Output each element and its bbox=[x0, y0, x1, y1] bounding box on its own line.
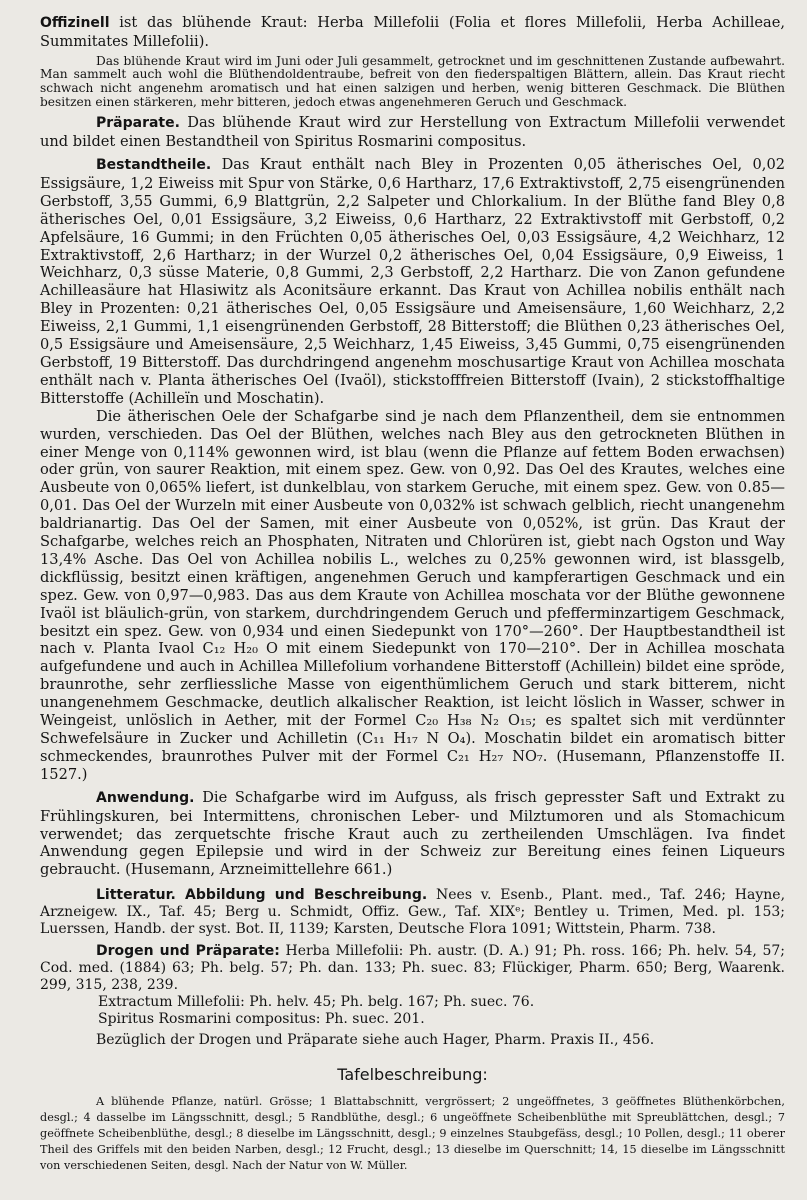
anwendung-text: Die Schafgarbe wird im Aufguss, als frisch gepresster Saft und Extrakt zu Frühlingskuren, bei Intermittens, chronischen Leber- und Milztumoren und als Stomachicum verwendet; das zerquetschte frische Kraut auch zu zertheilenden Umschlägen. Iva findet Anwendung gegen Epilepsie und wird in der Schweiz zur Bereitung eines feinen Liqueurs gebraucht. (Husemann, Arzneimittellehre 661.) bbox=[40, 788, 786, 879]
litteratur-heading: Litteratur. Abbildung und Beschreibung. bbox=[96, 887, 428, 904]
offizinell-heading: Offizinell bbox=[40, 15, 110, 31]
anwendung-heading: Anwendung. bbox=[96, 789, 195, 806]
drogen-text: Herba Millefolii: Ph. austr. (D. A.) 91; Ph. ross. 166; Ph. helv. 54, 57; Cod. med. (1884) 63; Ph. belg. 57; Ph. dan. 133; Ph. suec. 83; Flückiger, Pharm. 650; Berg, Waarenk. 299, 315, 238, 239. bbox=[40, 943, 785, 994]
bestandtheile-text: Das Kraut enthält nach Bley in Prozenten 0,05 ätherisches Oel, 0,02 Essigsäure, 1,2 Eiweiss mit Spur von Stärke, 0,6 Hartharz, 17,6 Extraktivstoff, 2,75 eisengrünenden Gerbstoff, 3,55 Gummi, 6,9 Blattgrün, 2,2 Salpeter und Chlorkalium. In der Blüthe fand Bley 0,8 ätherisches Oel, 0,01 Essigsäure, 3,2 Eiweiss, 0,6 Hartharz, 22 Extraktivstoff mit Gerbstoff, 0,2 Apfelsäure, 16 Gummi; in den Früchten 0,05 ätherisches Oel, 0,03 Essigsäure, 4,2 Weichharz, 12 Extraktivstoff, 2,6 Hartharz; in der Wurzel 0,2 ätherisches Oel, 0,04 Essigsäure, 0,9 Eiweiss, 1 Weichharz, 0,3 süsse Materie, 0,8 Gummi, 2,3 Gerbstoff, 2,2 Hartharz. Die von Zanon gefundene Achilleasäure hat Hlasiwitz als Aconitsäure erkannt. Das Kraut von Achillea nobilis enthält nach Bley in Prozenten: 0,21 ätherisches Oel, 0,05 Essigsäure und Ameisensäure, 1,60 Weichharz, 2,2 Eiweiss, 2,1 Gummi, 1,1 eisengrünenden Gerbstoff, 28 Bitterstoff; die Blüthen 0,23 ätherisches Oel, 0,5 Essigsäure und Ameisensäure, 2,5 Weichharz, 1,45 Eiweiss, 3,45 Gummi, 0,75 eisengrünenden Gerbstoff, 19 Bitterstoff. Das durchdringend angenehm moschusartige Kraut von Achillea moschata enthält nach v. Planta ätherisches Oel (Ivaöl), stickstofffreien Bitterstoff (Ivain), 2 stickstoffhaltige Bitterstoffe (Achilleïn und Moschatin). bbox=[40, 156, 786, 407]
extractum-line: Extractum Millefolii: Ph. helv. 45; Ph. belg. 167; Ph. suec. 76. bbox=[98, 994, 535, 1011]
oele-paragraph: Die ätherischen Oele der Schafgarbe sind je nach dem Pflanzentheil, dem sie entnommen wurden, verschieden. Das Oel der Blüthen, welches nach Bley aus den getrockneten Blüthen in einer Menge von 0,114% gewonnen wird, ist blau (wenn die Pflanze auf fettem Boden erwachsen) oder grün, von saurer Reaktion, mit einem spez. Gew. von 0,92. Das Oel des Krautes, welches eine Ausbeute von 0,065% liefert, ist dunkelblau, von starkem Geruche, mit einem spez. Gew. von 0.85—0,01. Das Oel der Wurzeln mit einer Ausbeute von 0,032% ist schwach gelblich, riecht unangenehm baldrianartig. Das Oel der Samen, mit einer Ausbeute von 0,052%, ist grün. Das Kraut der Schafgarbe, welches reich an Phosphaten, Nitraten und Chlorüren ist, giebt nach Ogston und Way 13,4% Asche. Das Oel von Achillea nobilis L., welches zu 0,25% gewonnen wird, ist blassgelb, dickflüssig, besitzt einen kräftigen, angenehmen Geruch und kampferartigen Geschmack und ein spez. Gew. von 0,97—0,983. Das aus dem Kraute von Achillea moschata vor der Blüthe gewonnene Ivaöl ist bläulich-grün, von starkem, durchdringendem Geruch und pfefferminzartigem Geschmack, besitzt ein spez. Gew. von 0,934 und einen Siedepunkt von 170°—260°. Der Hauptbestandtheil ist nach v. Planta Ivaol C₁₂ H₂₀ O mit einem Siedepunkt von 170—210°. Der in Achillea moschata aufgefundene und auch in Achillea Millefolium vorhandene Bitterstoff (Achillein) bildet eine spröde, braunrothe, sehr zerfliessliche Masse von eigenthümlichem Geruch und stark bitterem, nicht unangenehmem Geschmacke, deutlich alkalischer Reaktion, ist leicht löslich in Wasser, schwer in Weingeist, unlöslich in Aether, mit der Formel C₂₀ H₃₈ N₂ O₁₅; es spaltet sich mit verdünnter Schwefelsäure in Zucker und Achilletin (C₁₁ H₁₇ N O₄). Moschatin bildet ein aromatisch bitter schmeckendes, braunrothes Pulver mit der Formel C₂₁ H₂₇ NO₇. (Husemann, Pflanzenstoffe II. 1527.) bbox=[40, 407, 785, 783]
praeparate-paragraph bbox=[40, 114, 785, 151]
tafel-description: A blühende Pflanze, natürl. Grösse; 1 Blattabschnitt, vergrössert; 2 ungeöffnetes, 3 geöffnetes Blüthenkörbchen, desgl.; 4 dasselbe im Längsschnitt, desgl.; 5 Randblüthe, desgl.; 6 ungeöffnete Scheibenblüthe mit Spreublättchen, desgl.; 7 geöffnete Scheibenblüthe, desgl.; 8 dieselbe im Längsschnitt, desgl.; 9 einzelnes Staubgefäss, desgl.; 10 Pollen, desgl.; 11 oberer Theil des Griffels mit den beiden Narben, desgl.; 12 Frucht, desgl.; 13 dieselbe im Querschnitt; 14, 15 dieselbe im Längsschnitt von verschiedenen Seiten, desgl. Nach der Natur von W. Müller. bbox=[40, 1095, 785, 1173]
bestandtheile-heading: Bestandtheile. bbox=[96, 157, 212, 173]
praeparate-text: Das blühende Kraut wird zur Herstellung von Extractum Millefolii verwendet und bildet einen Bestandtheil von Spiritus Rosmarini compositus. bbox=[40, 114, 786, 151]
hager-line: Bezüglich der Drogen und Präparate siehe auch Hager, Pharm. Praxis II., 456. bbox=[96, 1032, 655, 1049]
praeparate-heading: Präparate. bbox=[96, 115, 180, 132]
drogen-paragraph bbox=[40, 943, 785, 994]
drogen-heading: Drogen und Präparate: bbox=[96, 943, 280, 960]
offizinell-paragraph bbox=[40, 14, 785, 51]
tafel-title: Tafelbeschreibung: bbox=[337, 1065, 488, 1085]
litteratur-text: Nees v. Esenb., Plant. med., Taf. 246; Hayne, Arzneigew. IX., Taf. 45; Berg u. Schmidt, Offiz. Gew., Taf. XIXᵉ; Bentley u. Trimen, Med. pl. 153; Luerssen, Handb. der syst. Bot. II, 1139; Karsten, Deutsche Flora 1091; Wittstein, Pharm. 738. bbox=[40, 887, 786, 938]
offizinell-text: ist das blühende Kraut: Herba Millefolii (Folia et flores Millefolii, Herba Achilleae, Summitates Millefolii). bbox=[40, 14, 785, 50]
description-paragraph: Das blühende Kraut wird im Juni oder Juli gesammelt, getrocknet und im geschnittenen Zustande aufbewahrt. Man sammelt auch wohl die Blüthendoldentraube, befreit von den fiederspaltigen Blättern, allein. Das Kraut riecht schwach nicht angenehm aromatisch und hat einen salzigen und herben, wenig bitteren Geschmack. Die Blüthen besitzen einen stärkeren, mehr bitteren, jedoch etwas angenehmeren Geruch und Geschmack. bbox=[40, 53, 785, 109]
litteratur-paragraph bbox=[40, 887, 785, 938]
anwendung-paragraph bbox=[40, 789, 785, 880]
spiritus-line: Spiritus Rosmarini compositus: Ph. suec. 201. bbox=[98, 1011, 425, 1028]
bestandtheile-paragraph bbox=[40, 156, 785, 408]
